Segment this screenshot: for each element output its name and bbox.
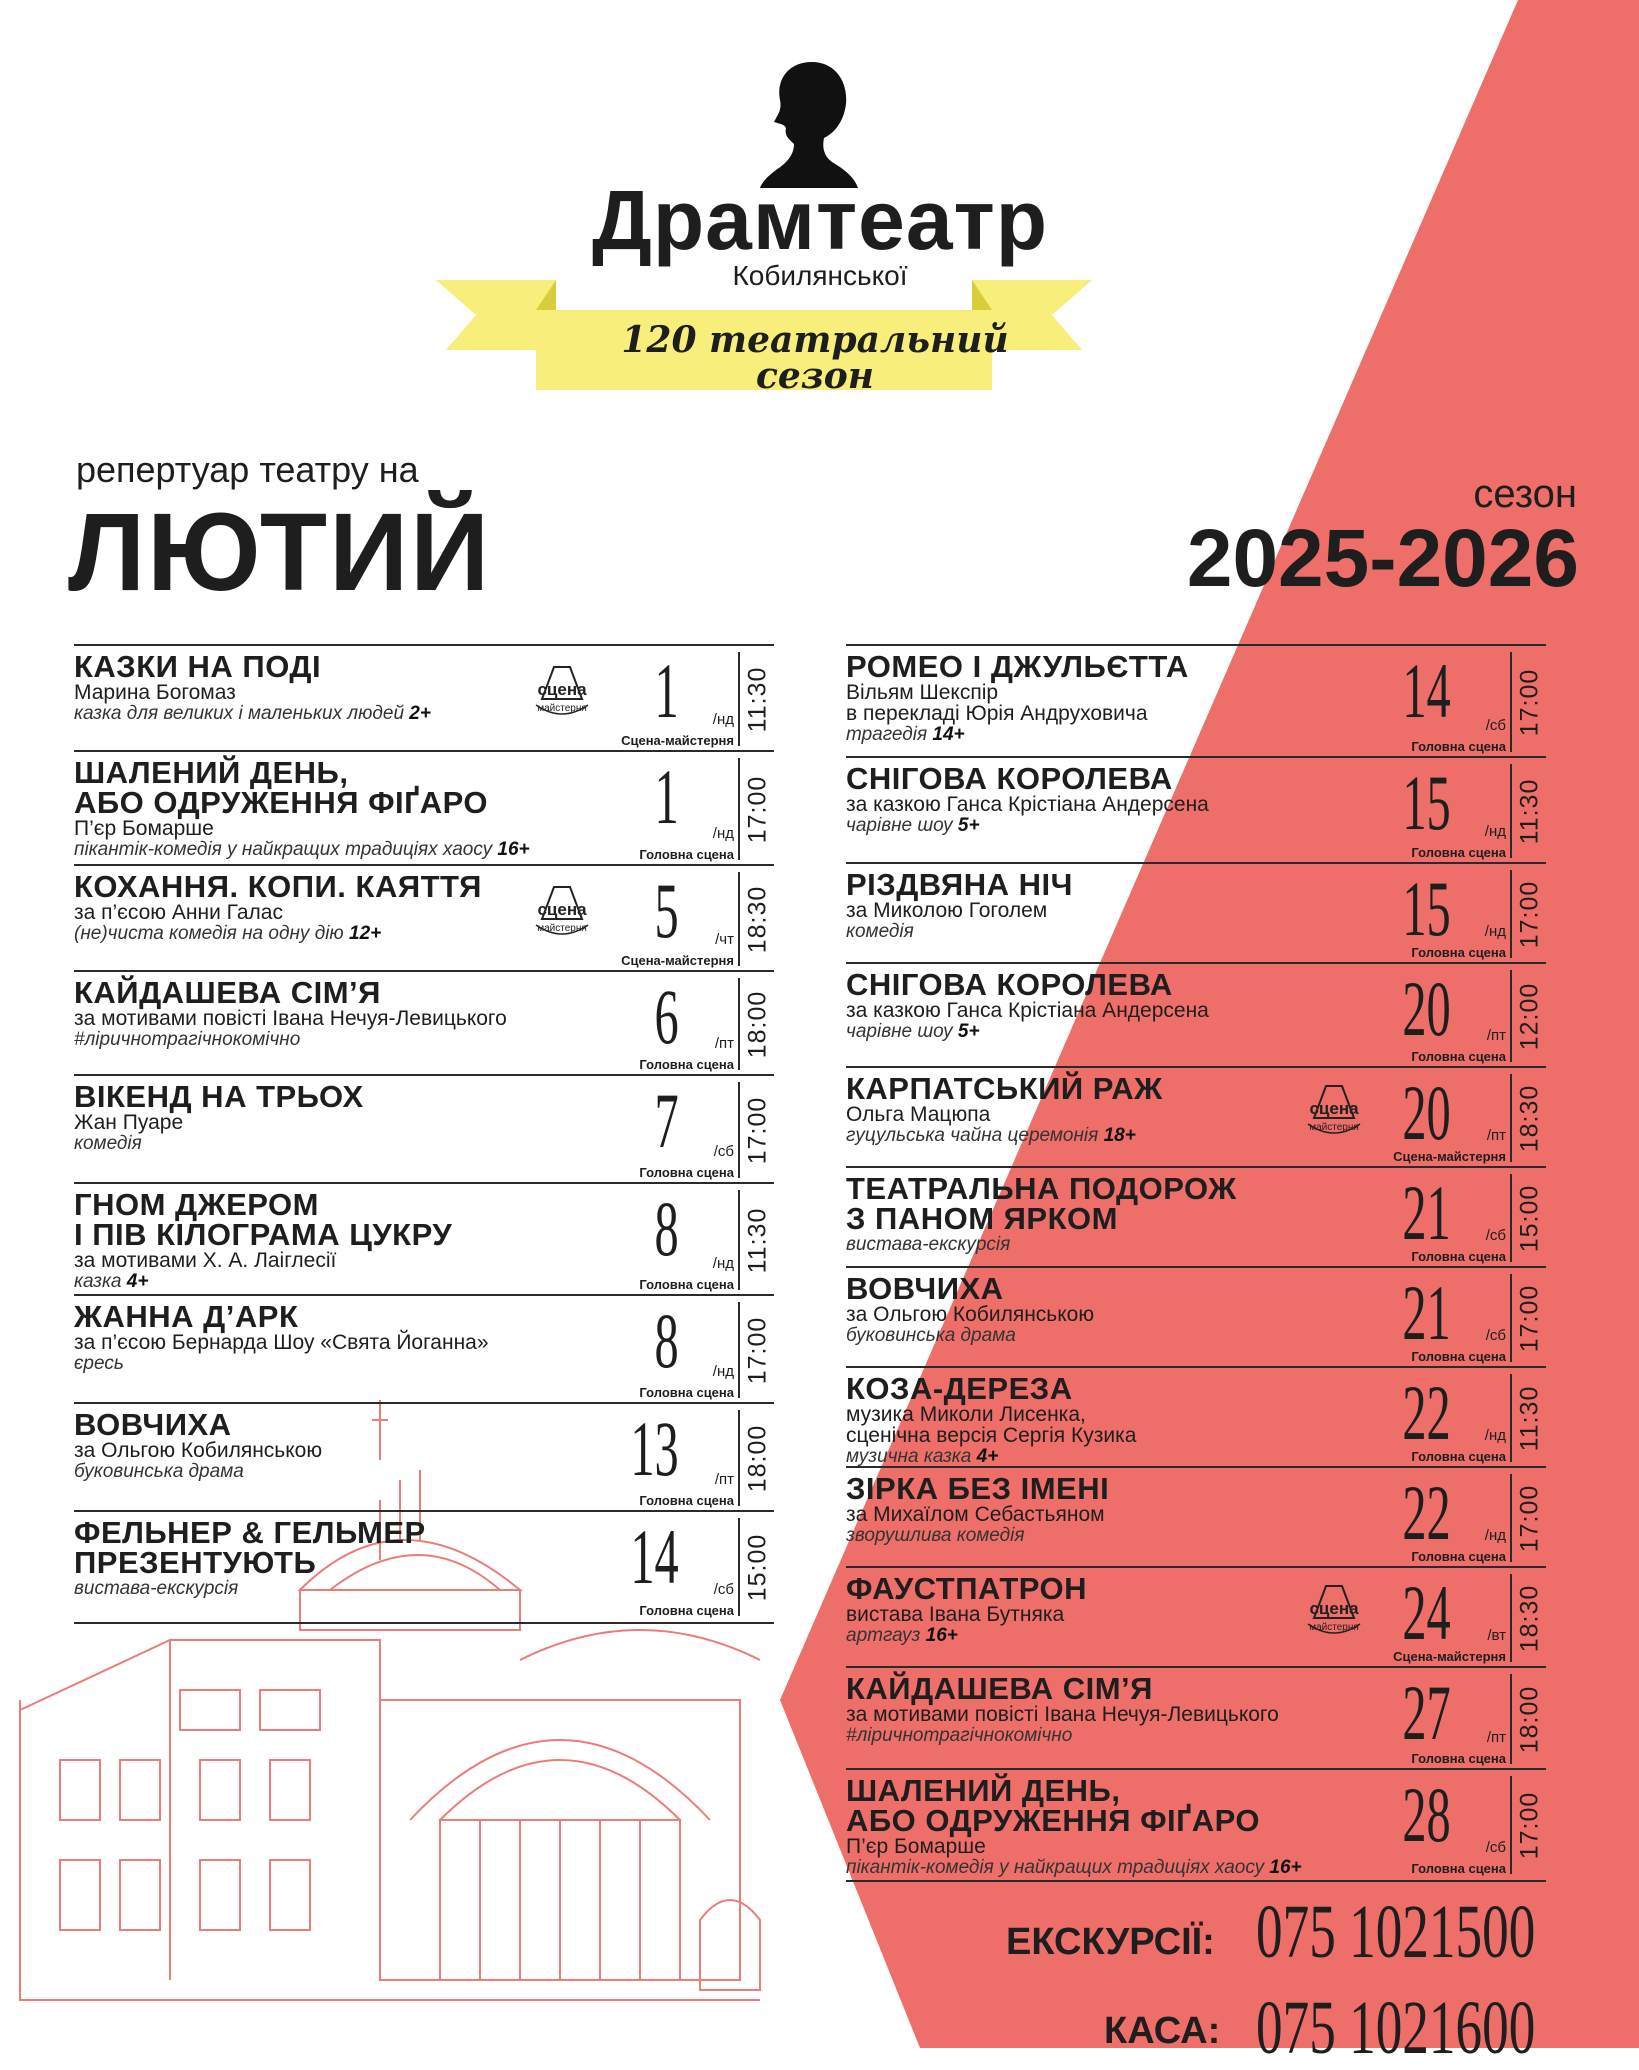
event-genre: гуцульська чайна церемонія 18+ [846,1125,1136,1146]
event-author: Ольга Мацюпа [846,1103,991,1126]
age-rating: 5+ [957,1021,980,1042]
event-day: 24 [1402,1569,1451,1656]
event-weekday: /нд [712,1363,734,1380]
event-title: КАЙДАШЕВА СІМ’Я [846,1671,1153,1706]
event-author: Марина Богомаз [74,681,236,704]
event-genre: трагедія 14+ [846,724,965,745]
event-time: 18:00 [743,990,772,1058]
event-row [846,862,1546,964]
event-author: за п’єсою Бернарда Шоу «Свята Йоганна» [74,1331,489,1354]
event-info [846,1071,1306,1147]
event-info [846,649,1306,746]
event-time: 11:30 [743,666,772,732]
svg-text:сцена: сцена [1309,1099,1359,1118]
event-weekday: /сб [1485,1227,1506,1244]
event-stage: Сцена-майстерня [1393,1149,1506,1164]
event-title: ВІКЕНД НА ТРЬОХ [74,1079,364,1114]
event-author: за мотивами повісті Івана Нечуя-Левицького [74,1007,507,1030]
event-author: сценічна версія Сергія Кузика [846,1424,1137,1447]
event-title: КОХАННЯ. КОПИ. КАЯТТЯ [74,869,482,904]
event-genre: чарівне шоу 5+ [846,1021,980,1042]
event-title: РІЗДВЯНА НІЧ [846,867,1073,902]
event-title: СНІГОВА КОРОЛЕВА [846,967,1173,1002]
event-weekday: /сб [713,1143,734,1160]
event-author: П’єр Бомарше [74,817,214,840]
event-info [846,1171,1306,1256]
event-title: ТЕАТРАЛЬНА ПОДОРОЖ [846,1171,1237,1206]
time-divider [1510,1274,1512,1362]
event-time: 17:00 [743,1316,772,1384]
event-stage: Головна сцена [639,1057,734,1072]
time-divider [738,1410,740,1506]
event-title: КАРПАТСЬКИЙ РАЖ [846,1071,1163,1106]
event-day: 7 [654,1077,679,1164]
event-weekday: /сб [1485,717,1506,734]
event-time: 17:00 [1515,880,1544,948]
event-info [846,1671,1306,1747]
svg-text:майстерня: майстерня [1309,1622,1359,1633]
event-day: 21 [1402,1169,1451,1256]
event-weekday: /пт [1486,1127,1506,1144]
event-time: 18:30 [1515,1584,1544,1652]
age-rating: 16+ [925,1625,958,1646]
box-office-phone[interactable]: 075 1021600 [1256,1986,1536,2070]
event-stage: Головна сцена [1411,1349,1506,1364]
event-genre: вистава-екскурсія [846,1234,1011,1255]
event-title: КОЗА-ДЕРЕЗА [846,1371,1073,1406]
event-row [846,1366,1546,1468]
event-day: 6 [654,973,679,1060]
event-author: музика Миколи Лисенка, [846,1403,1086,1426]
theatre-title: Драмтеатр [591,173,1049,267]
event-weekday: /нд [712,711,734,728]
event-genre: зворушлива комедія [846,1525,1025,1546]
event-weekday: /вт [1487,1627,1506,1644]
event-day: 1 [654,753,679,840]
event-row [74,1074,774,1184]
event-row [846,1768,1546,1882]
event-stage: Сцена-майстерня [621,953,734,968]
event-author: П’єр Бомарше [846,1835,986,1858]
event-stage: Головна сцена [639,1165,734,1180]
age-rating: 5+ [957,815,980,836]
event-info [74,1079,534,1155]
event-time: 18:00 [1515,1685,1544,1753]
time-divider [738,1302,740,1398]
event-time: 11:30 [1515,778,1544,844]
age-rating: 16+ [1269,1857,1302,1878]
event-author: за казкою Ганса Крістіана Андерсена [846,793,1209,816]
event-row [74,970,774,1076]
event-info [74,1299,534,1375]
event-info [74,1187,534,1293]
event-day: 15 [1402,759,1451,846]
event-weekday: /нд [1484,923,1506,940]
scena-maisternia-logo [1298,1084,1370,1144]
event-author: за Миколою Гоголем [846,899,1048,922]
event-day: 27 [1402,1669,1451,1756]
kobylianska-silhouette-logo [754,58,864,188]
event-weekday: /нд [1484,1527,1506,1544]
event-row [846,962,1546,1068]
event-day: 14 [1402,647,1451,734]
event-stage: Головна сцена [1411,845,1506,860]
time-divider [1510,1374,1512,1462]
event-stage: Головна сцена [1411,1249,1506,1264]
event-author: за Ольгою Кобилянською [74,1439,323,1462]
event-row [74,864,774,972]
season-word: сезон [1473,472,1577,516]
event-weekday: /пт [714,1035,734,1052]
event-genre: (не)чиста комедія на одну дію 12+ [74,923,382,944]
event-author: за Михаїлом Себастьяном [846,1503,1105,1526]
age-rating: 12+ [349,923,382,944]
svg-text:сцена: сцена [537,900,587,919]
event-title: ФАУСТПАТРОН [846,1571,1088,1606]
event-row [846,1466,1546,1568]
svg-text:майстерня: майстерня [537,703,587,714]
event-author: за казкою Ганса Крістіана Андерсена [846,999,1209,1022]
event-stage: Сцена-майстерня [1393,1649,1506,1664]
event-title: АБО ОДРУЖЕННЯ ФІҐАРО [74,785,489,820]
event-title: ГНОМ ДЖЕРОМ [74,1187,319,1222]
event-row [846,1066,1546,1168]
excursions-phone[interactable]: 075 1021500 [1256,1890,1536,1974]
event-title: ВОВЧИХА [74,1407,232,1442]
time-divider [1510,1674,1512,1764]
time-divider [1510,870,1512,958]
event-stage: Головна сцена [639,1603,734,1618]
event-stage: Сцена-майстерня [621,733,734,748]
event-row [846,1266,1546,1368]
event-genre: комедія [74,1133,142,1154]
event-info [74,755,534,861]
time-divider [738,978,740,1070]
event-time: 17:00 [1515,1791,1544,1859]
event-title: ФЕЛЬНЕР & ГЕЛЬМЕР [74,1515,426,1550]
event-info [846,967,1306,1043]
event-row [74,1182,774,1296]
event-info [74,1407,534,1483]
time-divider [1510,764,1512,858]
event-author: за мотивами повісті Івана Нечуя-Левицького [846,1703,1279,1726]
age-rating: 14+ [932,724,965,745]
event-info [846,1371,1306,1468]
event-day: 28 [1402,1771,1451,1858]
event-stage: Головна сцена [639,1493,734,1508]
event-info [74,975,534,1051]
event-weekday: /чт [715,931,734,948]
event-genre: #ліричнотрагічнокомічно [74,1029,301,1050]
event-row [846,756,1546,864]
event-author: Жан Пуаре [74,1111,184,1134]
event-time: 18:30 [743,885,772,953]
event-time: 11:30 [1515,1385,1544,1451]
svg-text:майстерня: майстерня [1309,1122,1359,1133]
event-genre: буковинська драма [74,1461,244,1482]
event-weekday: /пт [1486,1027,1506,1044]
age-rating: 4+ [976,1446,999,1467]
event-stage: Головна сцена [639,847,734,862]
age-rating: 4+ [126,1271,149,1292]
event-time: 18:00 [743,1424,772,1492]
event-genre: буковинська драма [846,1325,1016,1346]
event-row [846,1166,1546,1268]
event-stage: Головна сцена [1411,1049,1506,1064]
event-row [846,644,1546,758]
event-day: 22 [1402,1369,1451,1456]
event-info [74,649,534,725]
time-divider [1510,652,1512,752]
event-row [74,1294,774,1404]
time-divider [1510,1174,1512,1262]
time-divider [738,1518,740,1616]
event-weekday: /нд [712,1255,734,1272]
event-day: 20 [1402,1069,1451,1156]
event-stage: Головна сцена [1411,945,1506,960]
event-title: ЖАННА Д’АРК [74,1299,299,1334]
event-title: КАЙДАШЕВА СІМ’Я [74,975,381,1010]
event-weekday: /нд [1484,1427,1506,1444]
event-weekday: /пт [714,1471,734,1488]
event-genre: пікантік-комедія у найкращих традиціях хаосу 16+ [846,1857,1302,1878]
event-weekday: /нд [1484,823,1506,840]
event-stage: Головна сцена [1411,1751,1506,1766]
event-day: 15 [1402,865,1451,952]
event-day: 14 [630,1513,679,1600]
event-info [846,1571,1306,1647]
event-time: 17:00 [1515,1284,1544,1352]
event-time: 17:00 [1515,1484,1544,1552]
age-rating: 2+ [409,703,431,724]
box-office-label: КАСА: [1104,2010,1221,2052]
event-day: 20 [1402,965,1451,1052]
svg-text:майстерня: майстерня [537,923,587,934]
event-stage: Головна сцена [1411,1449,1506,1464]
time-divider [738,758,740,860]
event-title: ВОВЧИХА [846,1271,1004,1306]
event-genre: музична казка 4+ [846,1446,999,1467]
event-genre: #ліричнотрагічнокомічно [846,1725,1073,1746]
event-genre: чарівне шоу 5+ [846,815,980,836]
time-divider [738,1082,740,1178]
event-genre: артгауз 16+ [846,1625,958,1646]
event-stage: Головна сцена [639,1385,734,1400]
event-author: за мотивами Х. А. Лаіглесії [74,1249,337,1272]
event-time: 15:00 [1515,1184,1544,1252]
event-author: за Ольгою Кобилянською [846,1303,1095,1326]
event-title: ПРЕЗЕНТУЮТЬ [74,1545,317,1580]
event-day: 22 [1402,1469,1451,1556]
svg-text:сцена: сцена [1309,1599,1359,1618]
theatre-subtitle: Кобилянської [732,260,908,291]
event-time: 12:00 [1515,982,1544,1050]
event-row [74,1402,774,1512]
event-info [74,869,534,945]
event-day: 8 [654,1185,679,1272]
event-genre: комедія [846,921,914,942]
event-info [846,1471,1306,1547]
event-weekday: /сб [713,1581,734,1598]
event-stage: Головна сцена [1411,1549,1506,1564]
event-time: 18:30 [1515,1084,1544,1152]
repertoire-left-column [74,644,774,1620]
event-info [74,1515,534,1600]
scena-maisternia-logo [526,665,598,725]
excursions-label: ЕКСКУРСІЇ: [1006,1921,1215,1963]
time-divider [738,872,740,966]
scena-maisternia-logo [1298,1584,1370,1644]
event-title: ШАЛЕНИЙ ДЕНЬ, [74,755,349,790]
event-row [846,1566,1546,1668]
event-genre: пікантік-комедія у найкращих традиціях хаосу 16+ [74,839,530,860]
month-title: ЛЮТИЙ [68,491,492,614]
time-divider [738,1190,740,1290]
event-info [846,1773,1306,1879]
event-title: ШАЛЕНИЙ ДЕНЬ, [846,1773,1121,1808]
event-weekday: /сб [1485,1327,1506,1344]
event-time: 17:00 [1515,668,1544,736]
event-weekday: /пт [1486,1729,1506,1746]
repertoire-right-column [846,644,1546,1878]
event-row [846,1666,1546,1770]
repertoire-label: репертуар театру на [76,449,419,490]
event-title: АБО ОДРУЖЕННЯ ФІҐАРО [846,1803,1261,1838]
event-stage: Головна сцена [639,1277,734,1292]
event-title: ЗІРКА БЕЗ ІМЕНІ [846,1471,1110,1506]
event-day: 5 [654,867,679,954]
event-title: РОМЕО І ДЖУЛЬЄТТА [846,649,1189,684]
event-stage: Головна сцена [1411,739,1506,754]
event-title: І ПІВ КІЛОГРАМА ЦУКРУ [74,1217,453,1252]
age-rating: 16+ [497,839,530,860]
event-day: 13 [630,1405,679,1492]
event-title: З ПАНОМ ЯРКОМ [846,1201,1118,1236]
event-genre: казка для великих і маленьких людей 2+ [74,703,431,724]
event-author: в перекладі Юрія Андруховича [846,702,1148,725]
event-row [74,644,774,752]
event-weekday: /сб [1485,1839,1506,1856]
svg-text:сцена: сцена [537,680,587,699]
event-day: 21 [1402,1269,1451,1356]
event-author: вистава Івана Бутняка [846,1603,1065,1626]
event-title: КАЗКИ НА ПОДІ [74,649,322,684]
scena-maisternia-logo [526,885,598,945]
event-author: Вільям Шекспір [846,681,999,704]
event-info [846,1271,1306,1347]
event-stage: Головна сцена [1411,1861,1506,1876]
time-divider [738,652,740,746]
event-info [846,867,1306,943]
event-day: 8 [654,1297,679,1384]
event-title: СНІГОВА КОРОЛЕВА [846,761,1173,796]
event-author: за п’єсою Анни Галас [74,901,283,924]
event-genre: казка 4+ [74,1271,149,1292]
time-divider [1510,1074,1512,1162]
event-time: 11:30 [743,1207,772,1273]
time-divider [1510,1574,1512,1662]
event-genre: вистава-екскурсія [74,1578,239,1599]
season-number-label: 120 театральний сезон [621,319,1009,397]
time-divider [1510,970,1512,1062]
event-time: 17:00 [743,775,772,843]
age-rating: 18+ [1103,1125,1136,1146]
event-weekday: /нд [712,825,734,842]
event-time: 15:00 [743,1533,772,1601]
event-row [74,750,774,866]
time-divider [1510,1474,1512,1562]
event-row [74,1510,774,1624]
event-genre: єресь [74,1353,124,1374]
time-divider [1510,1776,1512,1874]
event-info [846,761,1306,837]
season-years: 2025-2026 [1186,513,1579,604]
event-day: 1 [654,647,679,734]
event-time: 17:00 [743,1096,772,1164]
